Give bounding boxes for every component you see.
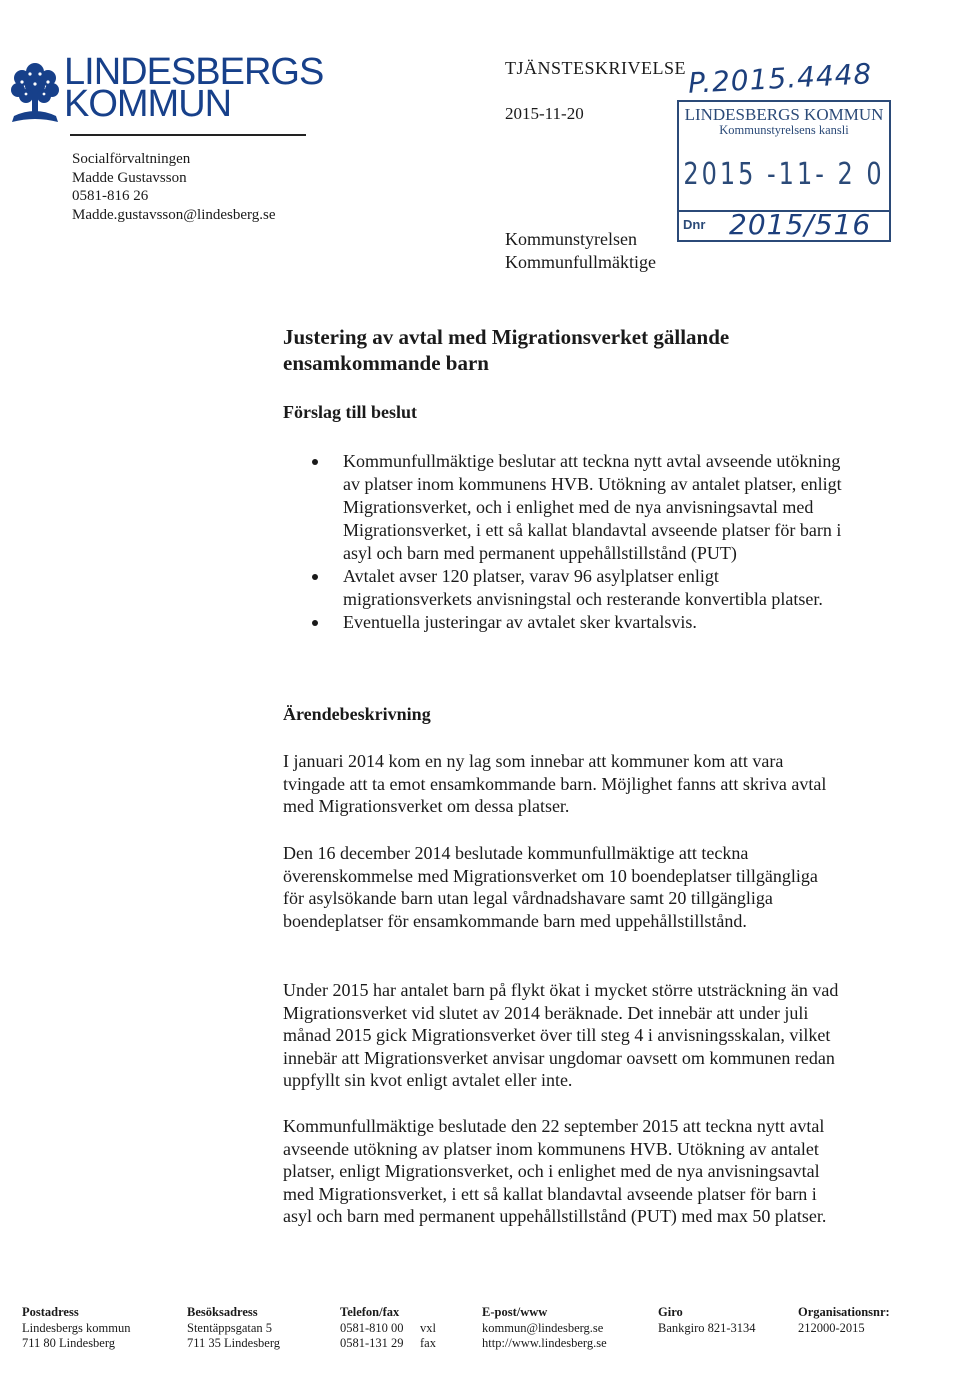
footer-line: 711 35 Lindesberg	[187, 1336, 281, 1350]
footer-phone-row	[340, 1321, 436, 1337]
footer-heading: Giro	[658, 1305, 683, 1319]
footer-org-number	[798, 1305, 890, 1336]
stamp-dnr-value: 2015/516	[729, 208, 872, 241]
footer-phone-number: 0581-810 00	[340, 1320, 404, 1335]
logo-line1: LINDESBERGS	[64, 51, 324, 93]
recipient: Kommunstyrelsen	[505, 229, 637, 249]
handwritten-reference: P.2015.4448	[687, 57, 874, 100]
recipients	[505, 228, 656, 274]
case-description-heading: Ärendebeskrivning	[283, 704, 431, 724]
case-paragraph: Kommunfullmäktige beslutade den 22 september 2015 att teckna nytt avtal avseende utökning av platser inom kommunens HVB. Utökning av antalet platser, enligt Migrationsverket, och i enlighet med de nya anvisningsavtal med Migrationsverket, i ett så kallat blandavtal avseende platser för barn i asyl och barn med permanent uppehållstillstånd (PUT) med max 50 platser.	[283, 1116, 827, 1227]
document-title: Justering av avtal med Migrationsverket gällande ensamkommande barn	[283, 325, 730, 375]
proposal-item: Eventuella justeringar av avtalet sker kvartalsvis.	[283, 611, 843, 634]
footer-heading: Organisationsnr:	[798, 1305, 890, 1319]
logo-underline	[70, 134, 306, 136]
sender-email: Madde.gustavsson@lindesberg.se	[72, 206, 276, 223]
proposal-item: Avtalet avser 120 platser, varav 96 asylplatser enligt migrationsverkets anvisningstal och resterande konvertibla platser.	[283, 565, 843, 611]
stamp-date: 2015 -11- 2 0	[683, 156, 885, 192]
footer-phone-fax	[340, 1305, 436, 1352]
footer-heading: E-post/www	[482, 1305, 548, 1319]
footer-fax-label: fax	[420, 1336, 436, 1350]
footer-line: 711 80 Lindesberg	[22, 1336, 116, 1350]
stamp-dnr-label: Dnr	[683, 217, 706, 232]
footer-heading: Besöksadress	[187, 1305, 258, 1319]
footer-fax-number: 0581-131 29	[340, 1336, 404, 1350]
document-date: 2015-11-20	[505, 104, 584, 123]
recipient: Kommunfullmäktige	[505, 252, 656, 272]
proposal-heading: Förslag till beslut	[283, 402, 417, 422]
footer-heading: Postadress	[22, 1305, 79, 1319]
footer-fax-row	[340, 1336, 436, 1352]
proposal-list	[283, 450, 843, 634]
sender-info	[72, 150, 276, 224]
case-paragraph: I januari 2014 kom en ny lag som innebar att kommuner kom att vara tvingade att ta emot ensamkommande barn. Möjlighet fanns att skriva avtal med Migrationsverket om dessa platser.	[283, 751, 827, 817]
registration-stamp	[677, 100, 891, 242]
footer-line: 212000-2015	[798, 1320, 865, 1335]
stamp-office: Kommunstyrelsens kansli	[719, 123, 849, 137]
footer-postal-address	[22, 1305, 130, 1352]
proposal-item: Kommunfullmäktige beslutar att teckna nytt avtal avseende utökning av platser inom kommunens HVB. Utökning av antalet platser, enligt Migrationsverket, och i enlighet med de nya anvisningsavtal med Migrationsverket, i ett så kallat blandavtal avseende platser för barn i asyl och barn med permanent uppehållstillstånd (PUT)	[283, 450, 843, 565]
footer-visiting-address	[187, 1305, 280, 1352]
sender-name: Madde Gustavsson	[72, 169, 187, 186]
document-type: TJÄNSTESKRIVELSE	[505, 58, 687, 78]
footer-heading: Telefon/fax	[340, 1305, 400, 1319]
footer-phone-label: vxl	[420, 1320, 436, 1335]
municipality-emblem	[8, 58, 62, 128]
footer-line: Lindesbergs kommun	[22, 1320, 131, 1335]
case-paragraph: Under 2015 har antalet barn på flykt ökat i mycket större utsträckning än vad Migrationsverket vid slutet av 2014 beräknade. Det innebär att under juli månad 2015 gick Migrationsverket över till steg 4 i anvisningsskalan, vilket innebär att Migrationsverket anvisar ungdomar oavsett om kommunen redan uppfyllt sin kvot enligt avtalet eller inte.	[283, 980, 839, 1091]
sender-department: Socialförvaltningen	[72, 151, 191, 167]
footer-giro	[658, 1305, 756, 1336]
footer-email-link[interactable]: kommun@lindesberg.se	[482, 1320, 604, 1335]
sender-phone: 0581-816 26	[72, 188, 149, 204]
stamp-organization: LINDESBERGS KOMMUN	[684, 105, 884, 124]
footer-line: Bankgiro 821-3134	[658, 1320, 756, 1335]
case-paragraph: Den 16 december 2014 beslutade kommunfullmäktige att teckna överenskommelse med Migrationsverket om 10 boendeplatser tillgängliga för asylsökande barn utan legal vårdnadshavare samt 20 tillgängliga boendeplatser för ensamkommande barn med uppehållstillstånd.	[283, 843, 818, 931]
footer-web-link[interactable]: http://www.lindesberg.se	[482, 1336, 607, 1350]
footer-line: Stentäppsgatan 5	[187, 1320, 273, 1335]
logo-line2: KOMMUN	[64, 83, 232, 125]
municipality-logo-text	[64, 51, 324, 125]
footer-email-web	[482, 1305, 607, 1352]
